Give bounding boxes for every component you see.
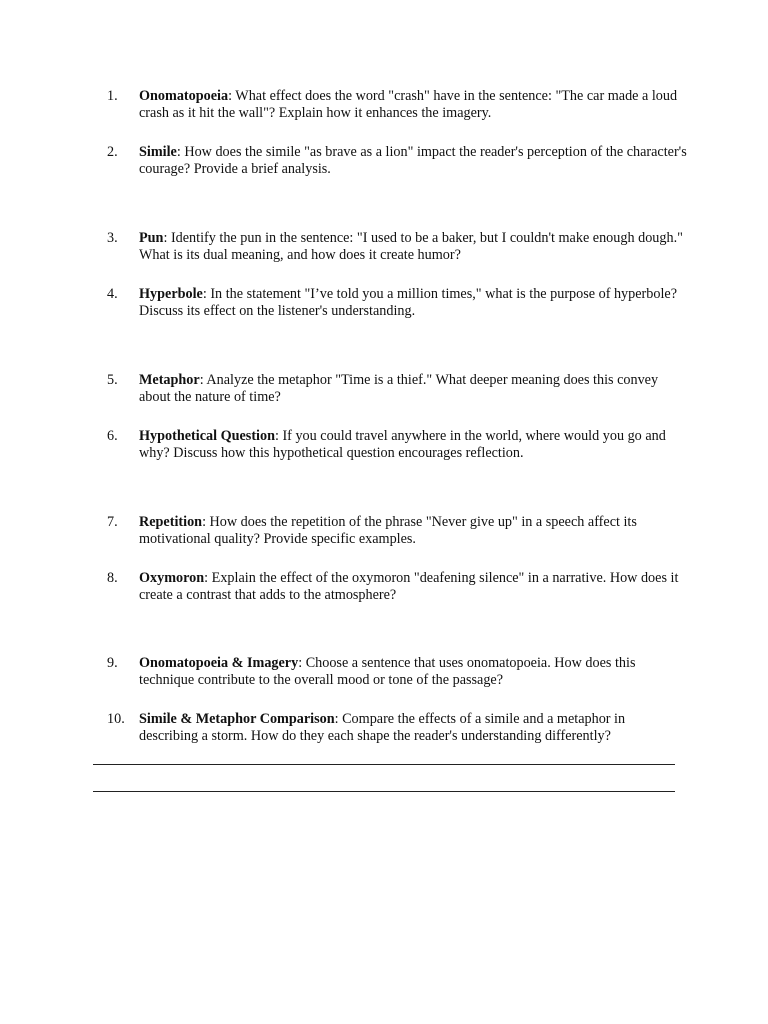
question-term: Hyperbole (139, 286, 203, 302)
horizontal-rule (93, 791, 675, 792)
question-number: 3. (107, 230, 118, 246)
question-text: : Explain the effect of the oxymoron "deafening silence" in a narrative. How does it create a contrast that adds to the atmosphere? (139, 570, 679, 603)
question-number: 10. (107, 711, 125, 727)
question-number: 9. (107, 655, 118, 671)
question-item-9 (107, 655, 687, 689)
question-body (139, 570, 687, 604)
question-number: 5. (107, 372, 118, 388)
question-body (139, 428, 687, 462)
question-text: : What effect does the word "crash" have in the sentence: "The car made a loud crash as it hit the wall"? Explain how it enhances the imagery. (139, 88, 678, 121)
question-item-2 (107, 144, 687, 178)
question-body (139, 144, 687, 178)
horizontal-rule (93, 764, 675, 765)
question-text: : Identify the pun in the sentence: "I used to be a baker, but I couldn't make enough dough." What is its dual meaning, and how does it create humor? (139, 230, 683, 263)
question-item-10 (107, 711, 687, 745)
question-item-5 (107, 372, 687, 406)
question-body (139, 286, 687, 320)
question-term: Repetition (139, 514, 203, 530)
question-number: 6. (107, 428, 118, 444)
question-term: Hypothetical Question (139, 428, 275, 444)
question-text: : If you could travel anywhere in the world, where would you go and why? Discuss how this hypothetical question encourages reflection. (139, 428, 666, 461)
question-term: Simile & Metaphor Comparison (139, 711, 335, 727)
question-text: : In the statement "I’ve told you a million times," what is the purpose of hyperbole? Discuss its effect on the listener's understanding. (139, 286, 677, 319)
question-number: 7. (107, 514, 118, 530)
question-body (139, 655, 687, 689)
question-number: 2. (107, 144, 118, 160)
question-term: Metaphor (139, 372, 200, 388)
question-body (139, 230, 687, 264)
question-term: Pun (139, 230, 164, 246)
question-number: 1. (107, 88, 118, 104)
question-item-4 (107, 286, 687, 320)
question-item-8 (107, 570, 687, 604)
question-term: Oxymoron (139, 570, 205, 586)
question-item-7 (107, 514, 687, 548)
question-number: 4. (107, 286, 118, 302)
question-term: Onomatopoeia & Imagery (139, 655, 299, 671)
question-text: : Analyze the metaphor "Time is a thief." What deeper meaning does this convey about the nature of time? (139, 372, 659, 405)
question-text: : How does the repetition of the phrase "Never give up" in a speech affect its motivational quality? Provide specific examples. (139, 514, 637, 547)
question-text: : Compare the effects of a simile and a metaphor in describing a storm. How do they each shape the reader's understanding differently? (139, 711, 626, 744)
question-text: : Choose a sentence that uses onomatopoeia. How does this technique contribute to the overall mood or tone of the passage? (139, 655, 636, 688)
question-body (139, 372, 687, 406)
question-item-6 (107, 428, 687, 462)
question-body (139, 711, 687, 745)
question-body (139, 88, 687, 122)
question-item-3 (107, 230, 687, 264)
question-number: 8. (107, 570, 118, 586)
question-term: Onomatopoeia (139, 88, 229, 104)
question-term: Simile (139, 144, 177, 160)
question-item-1 (107, 88, 687, 122)
question-body (139, 514, 687, 548)
question-text: : How does the simile "as brave as a lion" impact the reader's perception of the character's courage? Provide a brief analysis. (139, 144, 687, 177)
